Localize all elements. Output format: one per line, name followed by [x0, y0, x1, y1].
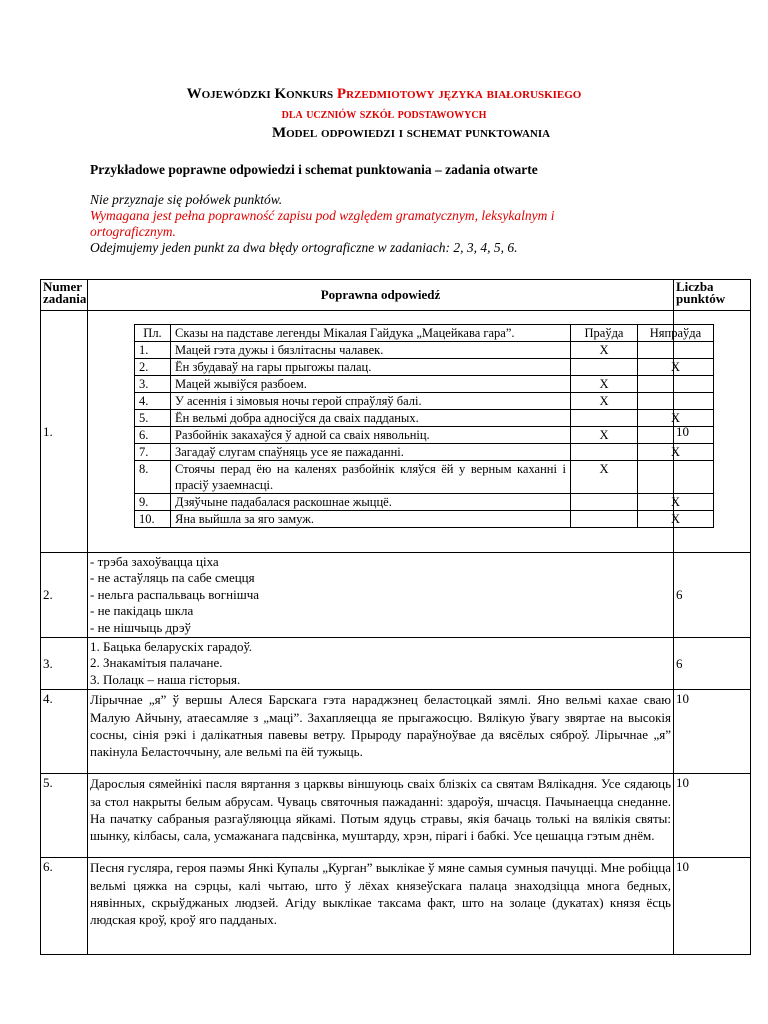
task-points: 10 — [674, 690, 751, 774]
list-item: 1. Бацька беларускіх гарадоў. — [90, 639, 252, 655]
task-points: 10 — [674, 774, 751, 858]
task-row-3 — [41, 638, 751, 690]
task-number: 1. — [41, 311, 88, 553]
table-row: 1. Мацей гэта дужы і бязлітасны чалавек. X — [135, 342, 714, 359]
tf-header-false: Няпраўда — [638, 325, 714, 342]
task-points: 6 — [674, 638, 751, 690]
table-row: 3. Мацей жывіўся разбоем. X — [135, 376, 714, 393]
table-row: 10. Яна выйшла за яго замуж. X — [135, 511, 714, 528]
task-number: 2. — [41, 553, 88, 638]
task-row-5 — [41, 774, 751, 858]
task-row-6 — [41, 858, 751, 955]
answer-table — [40, 279, 751, 955]
grading-notes — [90, 192, 590, 256]
list-item: - не пакідаць шкла — [90, 603, 194, 619]
task-number: 3. — [41, 638, 88, 690]
task-points: 6 — [674, 553, 751, 638]
header-task-number: Numer zadania — [41, 280, 88, 311]
table-row: 9. Дзяўчыне падабалася раскошнае жыццё. X — [135, 494, 714, 511]
task-number: 5. — [41, 774, 88, 858]
true-false-table — [134, 324, 714, 528]
contest-title: Wojewódzki Konkurs Przedmiotowy języka białoruskiego — [186, 86, 582, 102]
task-row-1 — [41, 311, 751, 553]
task-answer: Дарослыя сямейнікі пасля вяртання з царквы віншуюць сваіх блізкіх са святам Вялікадня. Усе сядаюць за стол накрыты белым абрусам. Чуваць святочныя пажаданні: здароўя, шчасця. Пачынаецца снеданне. На пачатку сабраныя разгаўляюцца яйкамі. Потым ядуць стравы, якія бачаць толькі на вялікія святы: шынку, кілбасы, сала, усмажанага падсвінка, муштарду, хрэн, пірагі і бабкі. Усе цешацца гэтым днём. — [88, 774, 674, 858]
list-item: 2. Знакамітыя палачане. — [90, 655, 223, 671]
header-correct-answer: Poprawna odpowiedź — [88, 280, 674, 311]
task-answer — [88, 638, 674, 690]
tf-header-row — [135, 325, 714, 342]
list-item: 3. Полацк – наша гісторыя. — [90, 671, 241, 687]
task-row-4 — [41, 690, 751, 774]
table-row: 7. Загадаў слугам спаўняць усе яе пажаданні. X — [135, 444, 714, 461]
table-row: 4. У асеннія і зімовыя ночы герой спраўляў балі. X — [135, 393, 714, 410]
note-no-halves: Nie przyznaje się połówek punktów. — [90, 192, 283, 207]
task-number: 6. — [41, 858, 88, 955]
task-points: 10 — [674, 858, 751, 955]
section-title: Przykładowe poprawne odpowiedzi i schemat punktowania – zadania otwarte — [90, 162, 538, 177]
table-header-row — [41, 280, 751, 311]
header-points: Liczba punktów — [674, 280, 751, 311]
list-item: - трэба захоўвацца ціха — [90, 554, 219, 569]
list-item: - нельга распальваць вогнішча — [90, 586, 260, 602]
tf-header-statement: Сказы на падставе легенды Мікалая Гайдука „Мацейкава гара”. — [171, 325, 571, 342]
task-answer — [88, 311, 702, 553]
task-answer: Лірычнае „я” ў вершы Алеся Барскага гэта нараджэнец беластоцкай зямлі. Яно вельмі кахае сваю Малую Айчыну, атаесамляе з „мацi”. Захапляецца яе прыгажосцю. Вялікую ўвагу звяртае на высокія сосны, сінія рэкі і далікатныя павевы ветру. Прыроду параўноўвае да вясёлых сяброў. Лірычнае „я” пакінула Беласточчыну, але вельмі па ёй тужыць. — [88, 690, 674, 774]
tf-header-true: Праўда — [571, 325, 638, 342]
task-points: 10 — [674, 311, 751, 553]
table-row: 2. Ён збудаваў на гары прыгожы палац. X — [135, 359, 714, 376]
task-number: 4. — [41, 690, 88, 774]
table-row: 6. Разбойнік закахаўся ў адной са сваіх нявольніц. X — [135, 427, 714, 444]
list-item: - не нішчыць дрэў — [90, 619, 192, 635]
note-correctness: Wymagana jest pełna poprawność zapisu pod względem gramatycznym, leksykalnym i ortograficznym. — [90, 208, 555, 239]
tf-header-no: Пл. — [135, 325, 171, 342]
list-item: - не астаўляць па сабе смецця — [90, 570, 255, 586]
task-answer — [88, 553, 674, 638]
task-answer: Песня гусляра, героя паэмы Янкі Купалы „Курган” выклікае ў мяне самыя сумныя пачуцці. Мне робіцца вельмі цяжка на сэрцы, калі чытаю, што ў лёхах князеўскага палаца знаходзіцца многа бедных, нявінных, скрыўджаных людзей. Агіду выклікае таксама факт, што на золаце (дукатах) князя ёсць людская кроў, кроў яго падданых. — [88, 858, 674, 955]
table-row: 5. Ён вельмі добра адносіўся да сваіх падданых. X — [135, 410, 714, 427]
table-row: 8. Стоячы перад ёю на каленях разбойнік кляўся ёй у верным каханні і прасіў узаемнасці. X — [135, 461, 714, 494]
contest-subtitle: dla uczniów szkół podstawowych — [281, 107, 487, 122]
note-spelling-penalty: Odejmujemy jeden punkt za dwa błędy ortograficzne w zadaniach: 2, 3, 4, 5, 6. — [90, 240, 518, 255]
model-title: Model odpowiedzi i schemat punktowania — [271, 125, 551, 141]
task-row-2 — [41, 553, 751, 638]
